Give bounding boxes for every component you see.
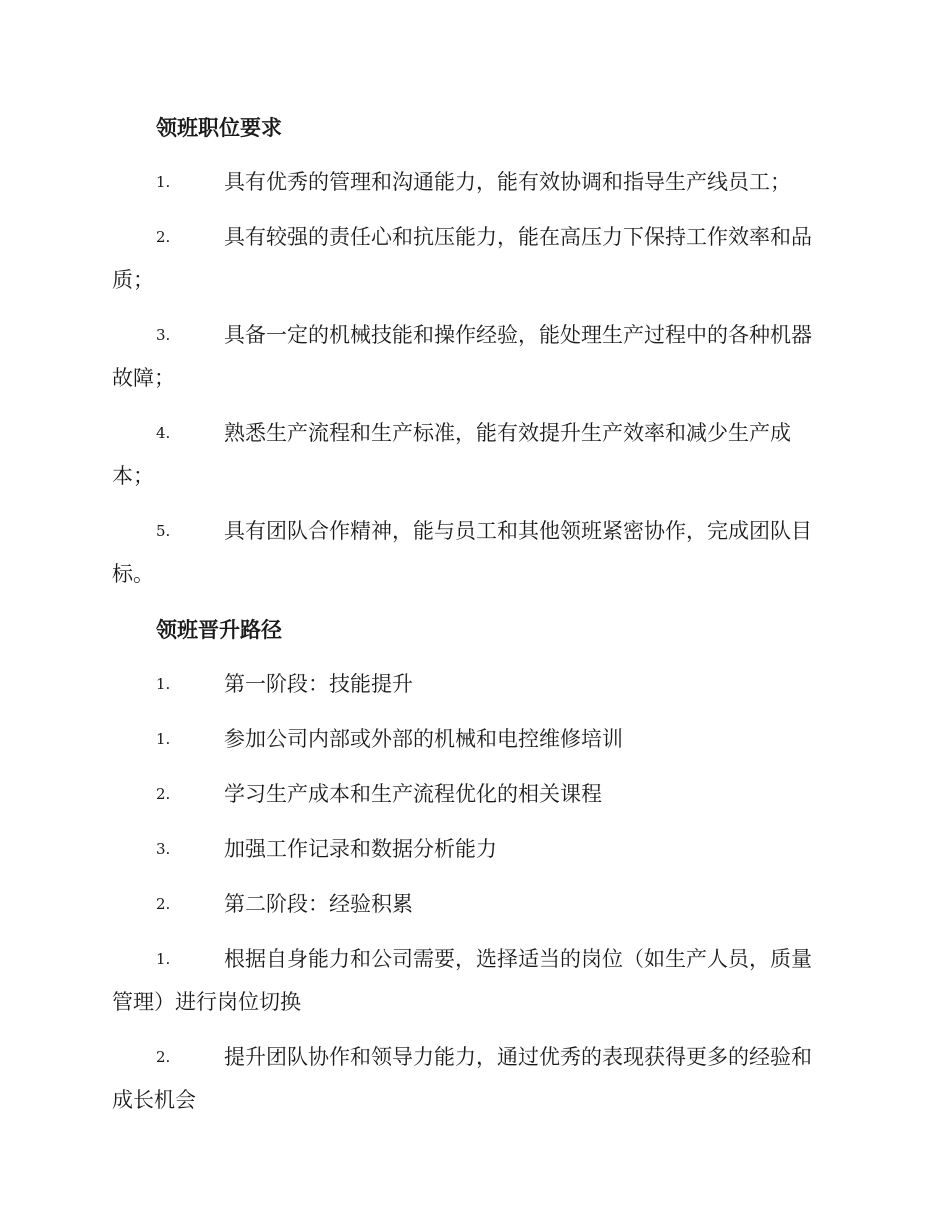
list-item bbox=[112, 1036, 834, 1122]
document-body bbox=[112, 106, 834, 1134]
list-item bbox=[112, 510, 834, 596]
item-number: 1. bbox=[156, 173, 171, 191]
item-number: 2. bbox=[156, 1048, 171, 1066]
list-item bbox=[112, 773, 834, 816]
item-text-continuation: 成长机会 bbox=[112, 1088, 196, 1112]
item-number: 4. bbox=[156, 424, 171, 442]
item-number: 3. bbox=[156, 326, 171, 344]
item-text: 第二阶段：经验积累 bbox=[224, 892, 413, 916]
item-number: 1. bbox=[156, 730, 171, 748]
list-item bbox=[112, 718, 834, 761]
list-item bbox=[112, 161, 834, 204]
item-number: 2. bbox=[156, 895, 171, 913]
item-number: 1. bbox=[156, 950, 171, 968]
item-number: 3. bbox=[156, 840, 171, 858]
item-text-continuation: 故障； bbox=[112, 366, 175, 390]
list-item bbox=[112, 663, 834, 706]
item-text: 具备一定的机械技能和操作经验，能处理生产过程中的各种机器 bbox=[224, 323, 812, 347]
item-text-continuation: 本； bbox=[112, 464, 154, 488]
item-text-continuation: 标。 bbox=[112, 562, 154, 586]
section-heading-requirements: 领班职位要求 bbox=[156, 115, 282, 140]
list-item bbox=[112, 828, 834, 871]
item-number: 2. bbox=[156, 785, 171, 803]
item-text: 第一阶段：技能提升 bbox=[224, 672, 413, 696]
item-text: 加强工作记录和数据分析能力 bbox=[224, 837, 497, 861]
item-text: 熟悉生产流程和生产标准，能有效提升生产效率和减少生产成 bbox=[224, 421, 791, 445]
list-item bbox=[112, 883, 834, 926]
item-number: 5. bbox=[156, 522, 171, 540]
list-item bbox=[112, 412, 834, 498]
item-text: 根据自身能力和公司需要，选择适当的岗位（如生产人员，质量 bbox=[224, 947, 812, 971]
item-text: 提升团队协作和领导力能力，通过优秀的表现获得更多的经验和 bbox=[224, 1045, 812, 1069]
list-item bbox=[112, 216, 834, 302]
list-item bbox=[112, 938, 834, 1024]
item-text: 具有较强的责任心和抗压能力，能在高压力下保持工作效率和品 bbox=[224, 225, 812, 249]
item-text-continuation: 管理）进行岗位切换 bbox=[112, 990, 301, 1014]
list-item bbox=[112, 314, 834, 400]
item-text: 学习生产成本和生产流程优化的相关课程 bbox=[224, 782, 602, 806]
section-heading-promotion: 领班晋升路径 bbox=[156, 617, 282, 642]
item-text: 参加公司内部或外部的机械和电控维修培训 bbox=[224, 727, 623, 751]
item-number: 2. bbox=[156, 228, 171, 246]
item-number: 1. bbox=[156, 675, 171, 693]
item-text: 具有优秀的管理和沟通能力，能有效协调和指导生产线员工； bbox=[224, 170, 791, 194]
item-text-continuation: 质； bbox=[112, 268, 154, 292]
item-text: 具有团队合作精神，能与员工和其他领班紧密协作，完成团队目 bbox=[224, 519, 812, 543]
